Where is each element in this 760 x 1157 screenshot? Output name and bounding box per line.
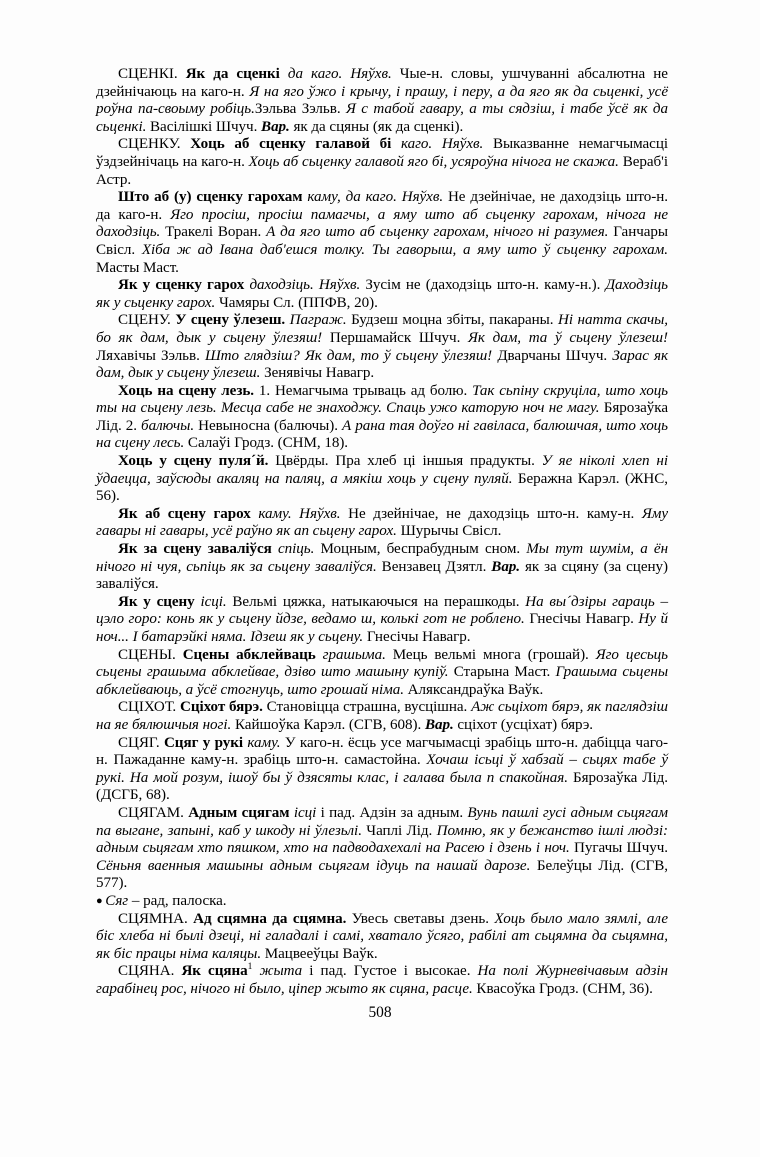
- dictionary-entry: [96, 312, 668, 382]
- entry-segment-roman: Кайшоўка Карэл. (СГВ, 608).: [231, 716, 425, 733]
- entry-segment-bold: Сцены абклейваць: [182, 646, 316, 663]
- entry-segment-roman: Ляхавічы Зэльв.: [96, 347, 205, 364]
- entry-segment-roman: Вензавец Дзятл.: [376, 558, 492, 575]
- entry-segment-bold: Хоць аб сценку галавой бі: [190, 136, 392, 153]
- entry-segment-roman: СЦЕНЫ.: [118, 646, 183, 663]
- entry-segment-italic: Зарас як дам, дык у сьцену ўлезеш.: [96, 347, 669, 382]
- entry-segment-italic: Яму гавары ні гавары, усё раўно як ап сьцену гарох.: [96, 505, 668, 540]
- entry-segment-italic: Сёньня ваенныя машыны адным сьцягам ідуць па нашай дарозе.: [96, 857, 531, 874]
- entry-segment-roman: СЦЯМНА.: [118, 910, 194, 927]
- entry-segment-roman: Чые-н. словы, ушчуванні абсалютна не дзейнічаюць на каго-н.: [96, 66, 668, 100]
- entry-segment-roman: Зенявічы Навагр.: [260, 365, 375, 382]
- entry-segment-roman: СЦЕНУ.: [118, 312, 176, 329]
- entry-segment-roman: Бярозаўка Лід. 2.: [96, 400, 668, 434]
- entry-segment-italic: жыта: [252, 963, 303, 980]
- entry-segment-roman: Не дзейнічае, не даходзіць што-н. да каго-н.: [96, 189, 668, 223]
- entry-segment-roman: Цвёрды. Пра хлеб ці іншыя прадукты.: [268, 453, 542, 470]
- entry-segment-roman: Васілішкі Шчуч.: [146, 118, 262, 135]
- entry-segment-italic: ісці: [289, 804, 317, 821]
- entry-segment-roman: і пад. Адзін за адным.: [316, 804, 468, 821]
- entry-segment-italic: Паграж.: [285, 312, 347, 329]
- entry-segment-roman: СЦЕНКІ.: [118, 66, 186, 82]
- dictionary-entry: [96, 805, 668, 893]
- dictionary-entry: [96, 453, 668, 506]
- entry-segment-italic: На вы´дзіры гараць – цэло горо: конь як у сьцену йдзе, ведамо ш, колькі гот не роблено.: [96, 593, 669, 628]
- entry-segment-bold: Хоць на сцену лезь.: [118, 382, 255, 399]
- entry-segment-italic: А да яго што аб сьценку гарохам, нічого ні разумея.: [266, 224, 609, 241]
- dictionary-entry: [96, 383, 668, 453]
- dictionary-entry: [96, 963, 668, 998]
- entry-segment-bold: Адным сцягам: [188, 804, 290, 821]
- entry-segment-roman: і пад. Густое і высокае.: [302, 963, 478, 980]
- entry-segment-roman: СЦЯГ.: [118, 734, 164, 751]
- entry-segment-bold: Сцяг у рукі: [163, 734, 244, 751]
- entry-segment-roman: Чаплі Лід.: [361, 822, 437, 839]
- entry-segment-roman: Мацвееўцы Ваўк.: [261, 945, 378, 962]
- entry-segment-roman: Чамяры Сл. (ППФВ, 20).: [215, 294, 378, 311]
- entry-segment-bold: Як у сценку гарох: [118, 277, 245, 294]
- page-text-body: [96, 66, 668, 998]
- entry-segment-italic: Яго цесьць сьцены грашыма абклейвае, дзіво што машыну купіў.: [96, 646, 668, 681]
- entry-segment-italic: грашыма.: [315, 646, 386, 663]
- entry-segment-roman: Шурычы Свісл.: [396, 523, 502, 540]
- entry-segment-italic: Мы тут шумім, а ён нічого ні чуя, сьпіць як за сьцену заваліўся.: [96, 541, 669, 575]
- entry-segment-roman: Будзеш моцна збіты, пакараны.: [346, 312, 559, 329]
- dictionary-entry: [96, 66, 668, 136]
- entry-segment-roman: СЦЯГАМ.: [118, 804, 189, 821]
- entry-segment-roman: Квасоўка Гродз. (СНМ, 36).: [472, 980, 653, 997]
- entry-segment-roman: Ганчары Свісл.: [96, 224, 669, 258]
- entry-segment-italic: ісці.: [194, 593, 227, 610]
- entry-segment-roman: Старына Маст.: [448, 664, 556, 681]
- entry-segment-italic: Што глядзіш? Як дам, то ў сьцену ўлезяш!: [204, 347, 493, 364]
- entry-segment-roman: Масты Маст.: [96, 259, 179, 276]
- entry-segment-bold: Як да сценкі: [185, 66, 280, 82]
- entry-segment-roman: Зусім не (даходзіць што-н. каму-н.).: [360, 277, 606, 294]
- entry-segment-italic: Аж сьціхот бярэ, як паглядзіш на яе бялюшчыя ногі.: [96, 699, 669, 733]
- entry-segment-italic: Так сьпіну скруціла, што хоць ты на сьцену лезь. Месца сабе не знаходжу. Спаць ужо каторую ноч не магу.: [96, 382, 669, 417]
- entry-segment-italic: балючы.: [141, 417, 195, 434]
- entry-segment-roman: Вельмі цяжка, натыкаючыся на перашкоды.: [226, 593, 526, 610]
- dictionary-entry: [96, 735, 668, 805]
- entry-segment-italic: даходзіць. Няўхв.: [244, 277, 361, 294]
- entry-segment-roman: У каго-н. ёсць усе магчымасці зрабіць што-н. дабіцца чаго-н. Пажаданне каму-н. зрабіць што-н. самастойна.: [96, 734, 668, 769]
- entry-segment-italic: Яго просіш, просіш памагчы, а яму што аб сьценку гарохам, нічога не даходзіць.: [96, 206, 669, 241]
- dictionary-entry: [96, 911, 668, 964]
- entry-segment-roman: Не дзейнічае, не даходзіць што-н. каму-н.: [340, 505, 642, 522]
- dictionary-entry: [96, 594, 668, 647]
- entry-segment-italic: Хоць было мало зямлі, але біс хлеба ні былі дзеці, ні галадалі і самі, хватало ўсяго, рабілі ат сьцямна да сьцямна, як біс працы німа каляцы.: [96, 910, 668, 962]
- entry-segment-roman: Беражна Карэл. (ЖНС, 56).: [96, 470, 668, 505]
- entry-segment-italic: да каго. Няўхв.: [279, 66, 392, 82]
- entry-segment-roman: Першамайск Шчуч.: [322, 329, 469, 346]
- dictionary-entry: [96, 189, 668, 277]
- entry-segment-roman: Гнесічы Навагр.: [363, 629, 471, 645]
- entry-segment-italic: Ну й ноч... І батарэйкі няма. Ідзеш як у сьцену.: [96, 611, 668, 645]
- entry-segment-bold: Ад сцямна да сцямна.: [193, 910, 347, 927]
- entry-segment-superscript: 1: [247, 962, 253, 973]
- entry-segment-roman: Невыносна (балючы).: [194, 417, 342, 434]
- entry-segment-italic: А рана тая доўго ні гавіласа, балюшчая, што хоць на сцену лесь.: [96, 417, 669, 452]
- entry-segment-italic: каму. Няўхв.: [250, 505, 341, 522]
- entry-segment-italic: каго. Няўхв.: [391, 136, 484, 153]
- entry-segment-roman: СЦІХОТ.: [118, 699, 180, 716]
- entry-segment-italic: Хоць аб сьценку галавой яго бі, усяроўна нічога не скажа.: [248, 153, 619, 170]
- entry-segment-roman: 1. Немагчыма трываць ад болю.: [254, 382, 473, 399]
- entry-segment-italic: каму, да каго. Няўхв.: [302, 189, 444, 206]
- dictionary-entry: [96, 136, 668, 189]
- entry-segment-roman: Вераб'і Астр.: [96, 153, 668, 188]
- entry-segment-roman: СЦЯНА.: [118, 963, 182, 980]
- page-number: 508: [368, 1004, 392, 1021]
- dictionary-entry: [96, 277, 668, 312]
- entry-segment-roman: як да сцяны (як да сценкі).: [289, 118, 464, 135]
- entry-segment-roman: Бярозаўка Лід. (ДСГБ, 68).: [96, 769, 668, 804]
- entry-segment-bold: Як за сцену заваліўся: [118, 541, 272, 558]
- entry-segment-italic: Помню, як у бежанство ішлі людзі: адным сьцягам хто пяшком, хто на падводахехалі на Расею і дзень і ноч.: [96, 822, 668, 857]
- entry-segment-roman: Моцным, беспрабудным сном.: [314, 541, 527, 558]
- dictionary-entry: [96, 647, 668, 700]
- entry-segment-bold: Як у сцену: [118, 593, 195, 610]
- entry-segment-italic: Хочаш ісьці ў хабзай – сьцях табе ў рукі. На мой розум, ішоў бы ў дзясяты клас, і галава была п спакойная.: [96, 752, 668, 786]
- entry-segment-roman: Зэльва Зэльв.: [254, 101, 346, 118]
- entry-segment-italic: каму.: [243, 734, 281, 751]
- entry-segment-roman: Аляксандраўка Ваўк.: [403, 681, 544, 698]
- entry-segment-bold-italic: Вар.: [261, 118, 290, 135]
- entry-segment-italic: Сяг: [105, 892, 129, 909]
- entry-segment-roman: СЦЕНКУ.: [118, 136, 191, 153]
- entry-segment-italic: Вунь пашлі гусі адным сьцягам па выгане, запыні, каб у шкоду ні ўлезьлі.: [96, 804, 668, 839]
- entry-segment-bold-italic: Вар.: [424, 716, 454, 733]
- entry-segment-roman: Дварчаны Шчуч.: [492, 347, 613, 364]
- entry-segment-italic: Даходзіць як у сьценку гарох.: [96, 277, 668, 311]
- entry-segment-roman: Тракелі Воран.: [160, 224, 267, 241]
- entry-segment-roman: Мець вельмі многа (грошай).: [385, 646, 596, 663]
- entry-segment-italic: Я с табой гавару, а ты сядзіш, і табе ўсё як да сьценкі.: [96, 101, 668, 135]
- dictionary-entry: [96, 541, 668, 594]
- dictionary-entry: [96, 699, 668, 734]
- entry-segment-italic: На полі Журневічавым адзін гарабінец рос, нічого ні было, ціпер жыто як сцяна, расце.: [96, 963, 668, 997]
- entry-segment-roman: Становіцца страшна, вусцішна.: [262, 699, 472, 716]
- dictionary-entry: [96, 506, 668, 541]
- entry-segment-roman: Пугачы Шчуч.: [569, 840, 668, 857]
- entry-segment-roman: Гнесічы Навагр.: [524, 611, 639, 628]
- entry-segment-bullet: ●: [96, 894, 106, 907]
- entry-segment-italic: спіць.: [271, 541, 315, 558]
- entry-segment-bold-italic: Вар.: [491, 558, 521, 575]
- entry-segment-roman: Выказванне немагчымасці ўздзейнічаць на каго-н.: [96, 136, 668, 170]
- entry-segment-bold: Хоць у сцену пуля´й.: [118, 453, 269, 470]
- entry-segment-bold: Сціхот бярэ.: [179, 699, 263, 716]
- entry-segment-roman: Салаўі Гродз. (СНМ, 18).: [184, 435, 349, 452]
- entry-segment-italic: Я на яго ўжо і крычу, і прашу, і перу, а да яго як да сьценкі, усё роўна па-своыму робіць.: [96, 83, 668, 118]
- entry-segment-italic: Як дам, та ў сьцену ўлезеш!: [468, 329, 668, 346]
- entry-segment-roman: сціхот (усціхат) бярэ.: [453, 716, 593, 733]
- entry-segment-italic: У яе ніколі хлеп ні ўдаецца, заўсюды акаляц на паляц, а мякіш хоць у сцену пуляй.: [96, 453, 668, 487]
- entry-segment-roman: Увесь светавы дзень.: [346, 910, 495, 927]
- entry-segment-roman: як за сцяну (за сцену) заваліўся.: [96, 558, 668, 593]
- entry-segment-bold: Што аб (у) сценку гарохам: [118, 189, 303, 206]
- entry-segment-bold: У сцену ўлезеш.: [175, 312, 286, 329]
- entry-segment-italic: Грашыма сьцены абклейваюць, а ўсё стогнуць, што грошай німа.: [96, 664, 668, 698]
- entry-segment-bold: Як аб сцену гарох: [118, 505, 251, 522]
- entry-segment-italic: Хіба ж ад Івана даб'ешся толку. Ты гаворыш, а яму што ў сьценку гарохам.: [141, 241, 668, 258]
- entry-segment-italic: Ні натта скачы, бо як дам, дык у сьцену ўлезяш!: [96, 312, 668, 346]
- entry-segment-bold: Як сцяна: [181, 963, 248, 980]
- dictionary-entry: [96, 893, 668, 911]
- entry-segment-roman: – рад, палоска.: [128, 892, 227, 909]
- entry-segment-roman: Белеўцы Лід. (СГВ, 577).: [96, 857, 669, 892]
